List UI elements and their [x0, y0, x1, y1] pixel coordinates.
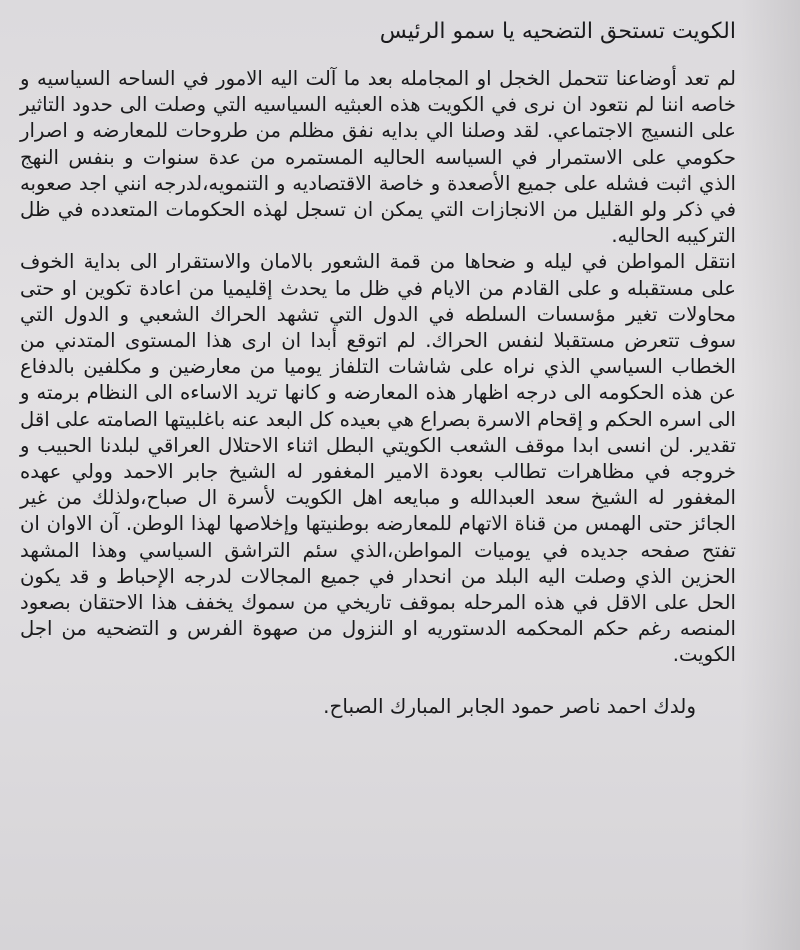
paragraph-2: انتقل المواطن في ليله و ضحاها من قمة الشعور بالامان والاستقرار الى بداية الخوف على مستقبله و على القادم من الايام في ظل ما يحدث إقليميا من اعادة تكوين او حتى محاولات تغير مؤسسات السلطه في الدول التي تشهد الحراك الشعبي و الدول التي سوف تتعرض مستقبلا لنفس الحراك. لم اتوقع أبدا ان ارى هذا المستوى المتدني من الخطاب السياسي الذي نراه على شاشات التلفاز يوميا من معارضين و مكلفين بالدفاع عن هذه الحكومه الى درجه اظهار هذه المعارضه و كانها تريد الاساءه الى النظام برمته و الى اسره الحكم و إقحام الاسرة بصراع هي بعيده كل البعد عنه باغلبيتها الصامته على اقل تقدير. لن انسى ابدا موقف الشعب الكويتي البطل اثناء الاحتلال العراقي لبلدنا الحبيب و خروجه في مظاهرات تطالب بعودة الامير المغفور له الشيخ جابر الاحمد وولي عهده المغفور له الشيخ سعد العبدالله و مبايعه اهل الكويت لأسرة ال صباح،ولذلك من غير الجائز حتى الهمس من قناة الاتهام للمعارضه بوطنيتها وإخلاصها لهذا الوطن. آن الاوان ان تفتح صفحه جديده في يوميات المواطن،الذي سئم التراشق السياسي وهذا المشهد الحزين الذي وصلت اليه البلد من انحدار في جميع المجالات لدرجه الإحباط و قد يكون الحل على الاقل في هذه المرحله بموقف تاريخي من سموك يخفف هذا الاحتقان بصعود المنصه رغم حكم المحكمه الدستوريه او النزول من صهوة الفرس و التضحيه من اجل الكويت.	[20, 250, 736, 667]
signature: ولدك احمد ناصر حمود الجابر المبارك الصباح.	[323, 693, 696, 718]
letter-title: الكويت تستحق التضحيه يا سمو الرئيس	[379, 19, 736, 44]
letter-body	[20, 14, 736, 721]
page-shadow	[740, 0, 800, 950]
paragraph-1: لم تعد أوضاعنا تتحمل الخجل او المجامله بعد ما آلت اليه الامور في الساحه السياسيه و خاصه اننا لم نتعود ان نرى في الكويت هذه العبثيه السياسيه التي وصلت الى حدود التاثير على النسيج الاجتماعي. لقد وصلنا الي بدايه نفق مظلم من طروحات للمعارضه و اصرار حكومي على الاستمرار في السياسه الحاليه المستمره من عدة سنوات و بنفس النهج الذي اثبت فشله على جميع الأصعدة و خاصة الاقتصاديه و التنمويه،لدرجه انني اجد صعوبه في ذكر ولو القليل من الانجازات التي يمكن ان تسجل لهذه الحكومات المتعدده في ظل التركيبه الحاليه.	[20, 67, 736, 248]
